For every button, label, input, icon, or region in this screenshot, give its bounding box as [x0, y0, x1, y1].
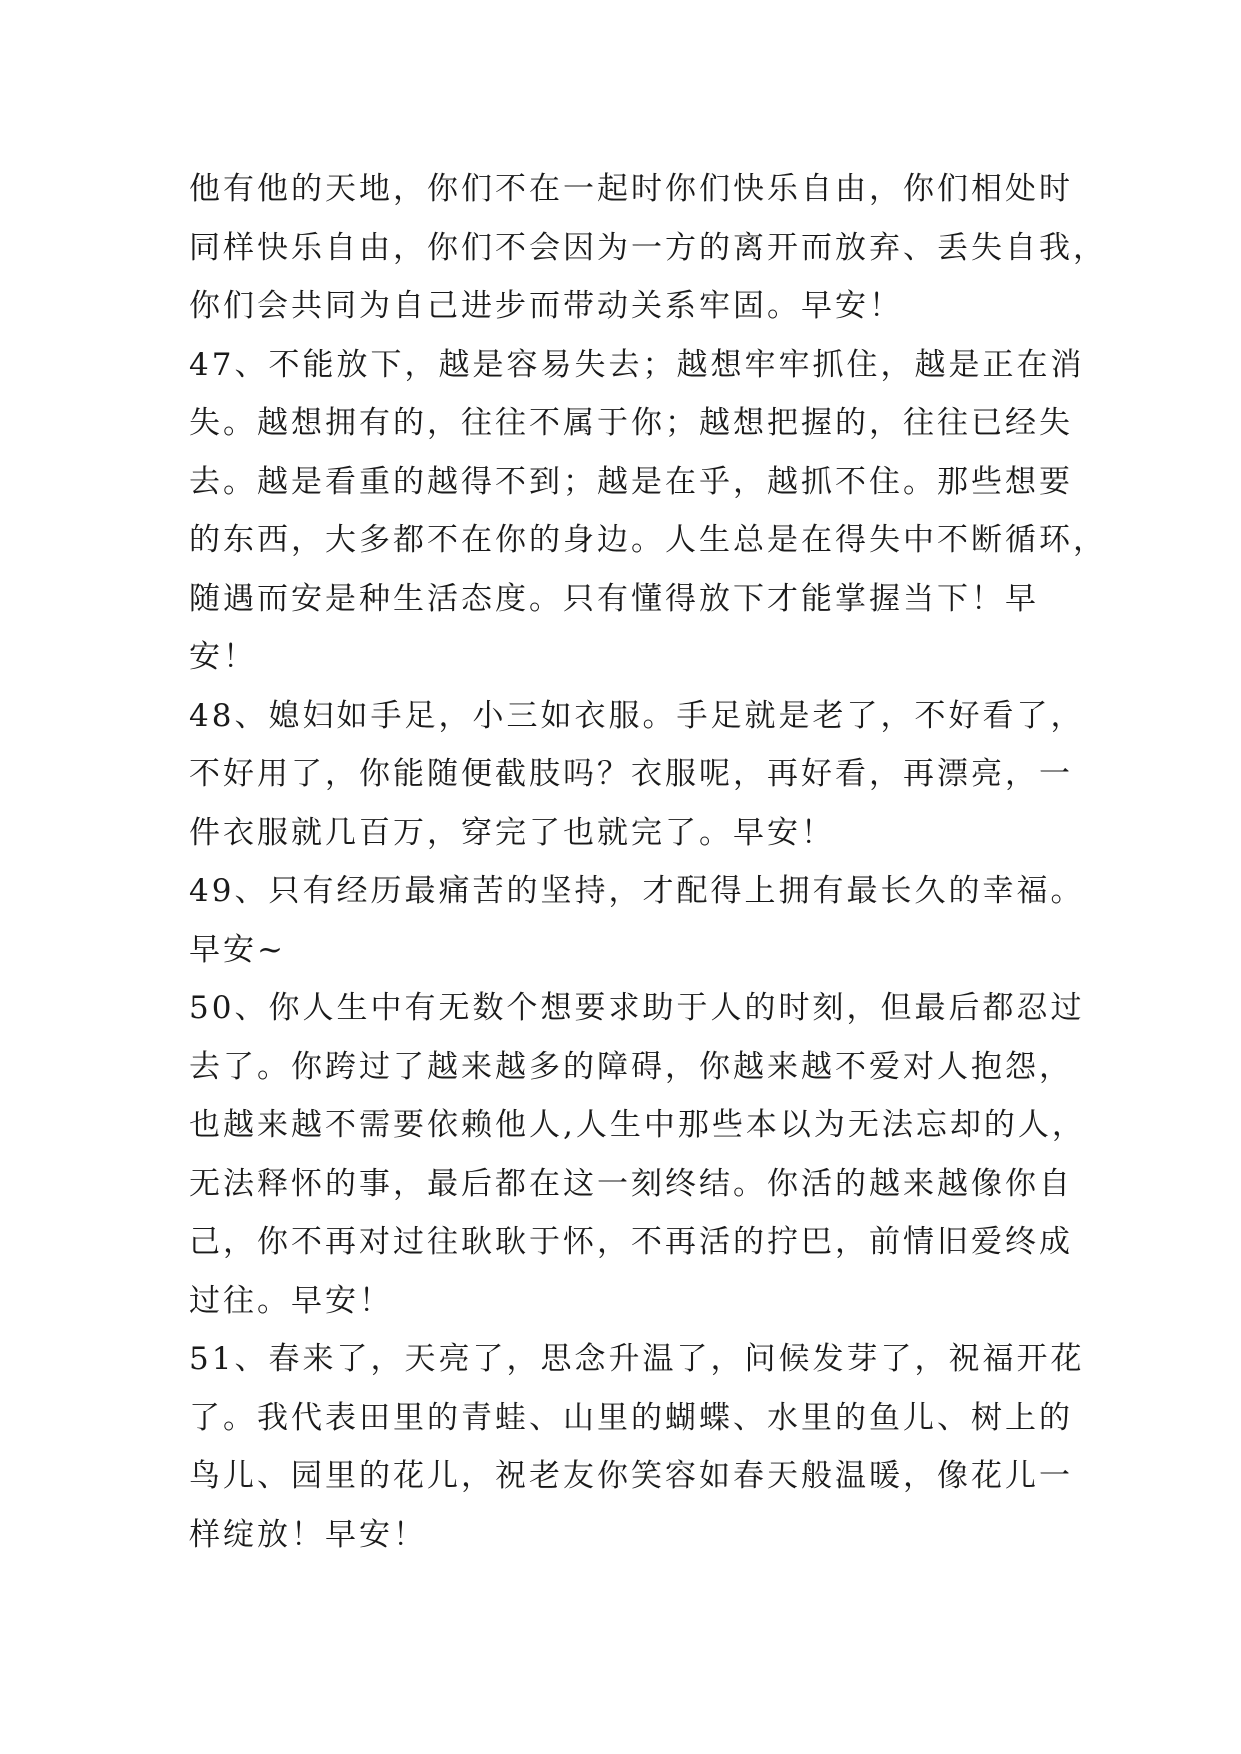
- text-line: 48、媳妇如手足，小三如衣服。手足就是老了，不好看了，: [189, 697, 1085, 734]
- text-line: 50、你人生中有无数个想要求助于人的时刻，但最后都忍过: [189, 990, 1085, 1026]
- text-line: 无法释怀的事，最后都在这一刻终结。你活的越来越像你自: [189, 1165, 1073, 1202]
- text-line: 也越来越不需要依赖他人,人生中那些本以为无法忘却的人，: [189, 1107, 1086, 1143]
- text-line: 他有他的天地，你们不在一起时你们快乐自由，你们相处时: [189, 171, 1073, 207]
- text-line: 51、春来了，天亮了，思念升温了，问候发芽了，祝福开花: [189, 1341, 1085, 1377]
- text-line: 随遇而安是种生活态度。只有懂得放下才能掌握当下！早: [189, 580, 1039, 617]
- text-line: 过往。早安！: [189, 1282, 393, 1319]
- text-line: 47、不能放下，越是容易失去；越想牢牢抓住，越是正在消: [189, 346, 1085, 383]
- text-line: 件衣服就几百万，穿完了也就完了。早安！: [189, 814, 835, 851]
- text-line: 同样快乐自由，你们不会因为一方的离开而放弃、丢失自我，: [189, 229, 1107, 266]
- body-text: [189, 160, 1107, 1564]
- text-line: 鸟儿、园里的花儿，祝老友你笑容如春天般温暖，像花儿一: [189, 1458, 1073, 1494]
- text-line: 去。越是看重的越得不到；越是在乎，越抓不住。那些想要: [189, 463, 1073, 500]
- text-line: 去了。你跨过了越来越多的障碍，你越来越不爱对人抱怨，: [189, 1048, 1073, 1085]
- text-line: 了。我代表田里的青蛙、山里的蝴蝶、水里的鱼儿、树上的: [189, 1399, 1073, 1436]
- text-line: 不好用了，你能随便截肢吗？衣服呢，再好看，再漂亮，一: [189, 756, 1073, 792]
- text-line: 失。越想拥有的，往往不属于你；越想把握的，往往已经失: [189, 405, 1073, 441]
- text-line: 安！: [189, 639, 257, 675]
- text-line: 早安~: [189, 931, 286, 968]
- text-line: 己，你不再对过往耿耿于怀，不再活的拧巴，前情旧爱终成: [189, 1224, 1073, 1260]
- text-line: 的东西，大多都不在你的身边。人生总是在得失中不断循环，: [189, 522, 1107, 558]
- text-line: 49、只有经历最痛苦的坚持，才配得上拥有最长久的幸福。: [189, 873, 1085, 909]
- text-line: 样绽放！早安！: [189, 1516, 427, 1553]
- text-line: 你们会共同为自己进步而带动关系牢固。早安！: [189, 288, 903, 324]
